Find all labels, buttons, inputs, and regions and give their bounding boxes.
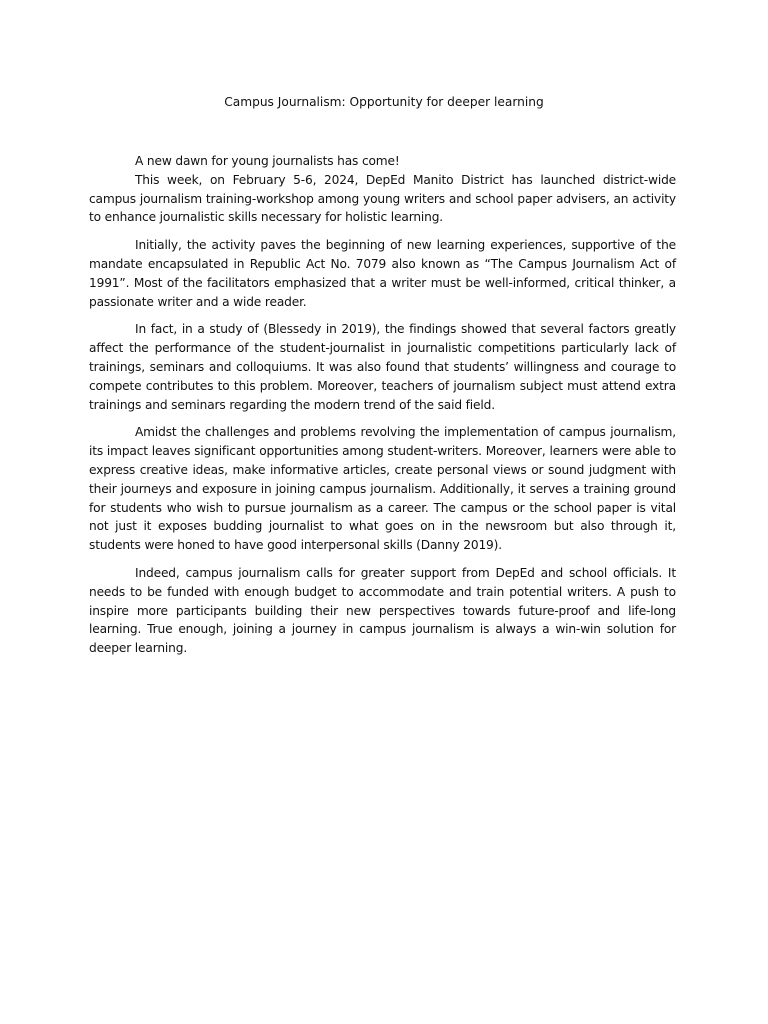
document-body [89, 152, 676, 667]
paragraph-opportunities: Amidst the challenges and problems revolving the implementation of campus journalism, its impact leaves significant opportunities among student-writers. Moreover, learners were able to express creative ideas, make informative articles, create personal views or sound judgment with their journeys and exposure in joining campus journalism. Additionally, it serves a training ground for students who wish to pursue journalism as a career. The campus or the school paper is vital not just it exposes budding journalist to what goes on in the newsroom but also through it, students were honed to have good interpersonal skills (Danny 2019). [89, 425, 676, 553]
paragraph-intro: A new dawn for young journalists has come! [135, 154, 400, 168]
paragraph-conclusion: Indeed, campus journalism calls for greater support from DepEd and school officials. It needs to be funded with enough budget to accommodate and train potential writers. A push to inspire more participants building their new perspectives towards future-proof and life-long learning. True enough, joining a journey in campus journalism is always a win-win solution for deeper learning. [89, 565, 676, 656]
document-title: Campus Journalism: Opportunity for deeper learning [224, 95, 544, 109]
paragraph-study-findings: In fact, in a study of (Blessedy in 2019), the findings showed that several factors greatly affect the performance of the student-journalist in journalistic competitions particularly lack of trainings, seminars and colloquiums. It was also found that students’ willingness and courage to compete contributes to this problem. Moreover, teachers of journalism subject must attend extra trainings and seminars regarding the modern trend of the said field. [89, 322, 676, 412]
paragraph-training-workshop: This week, on February 5-6, 2024, DepEd Manito District has launched district-wide campus journalism training-workshop among young writers and school paper advisers, an activity to enhance journalistic skills necessary for holistic learning. [89, 172, 676, 225]
paragraph-republic-act: Initially, the activity paves the beginning of new learning experiences, supportive of the mandate encapsulated in Republic Act No. 7079 also known as “The Campus Journalism Act of 1991”. Most of the facilitators emphasized that a writer must be well-informed, critical thinker, a passionate writer and a wide reader. [89, 238, 676, 309]
